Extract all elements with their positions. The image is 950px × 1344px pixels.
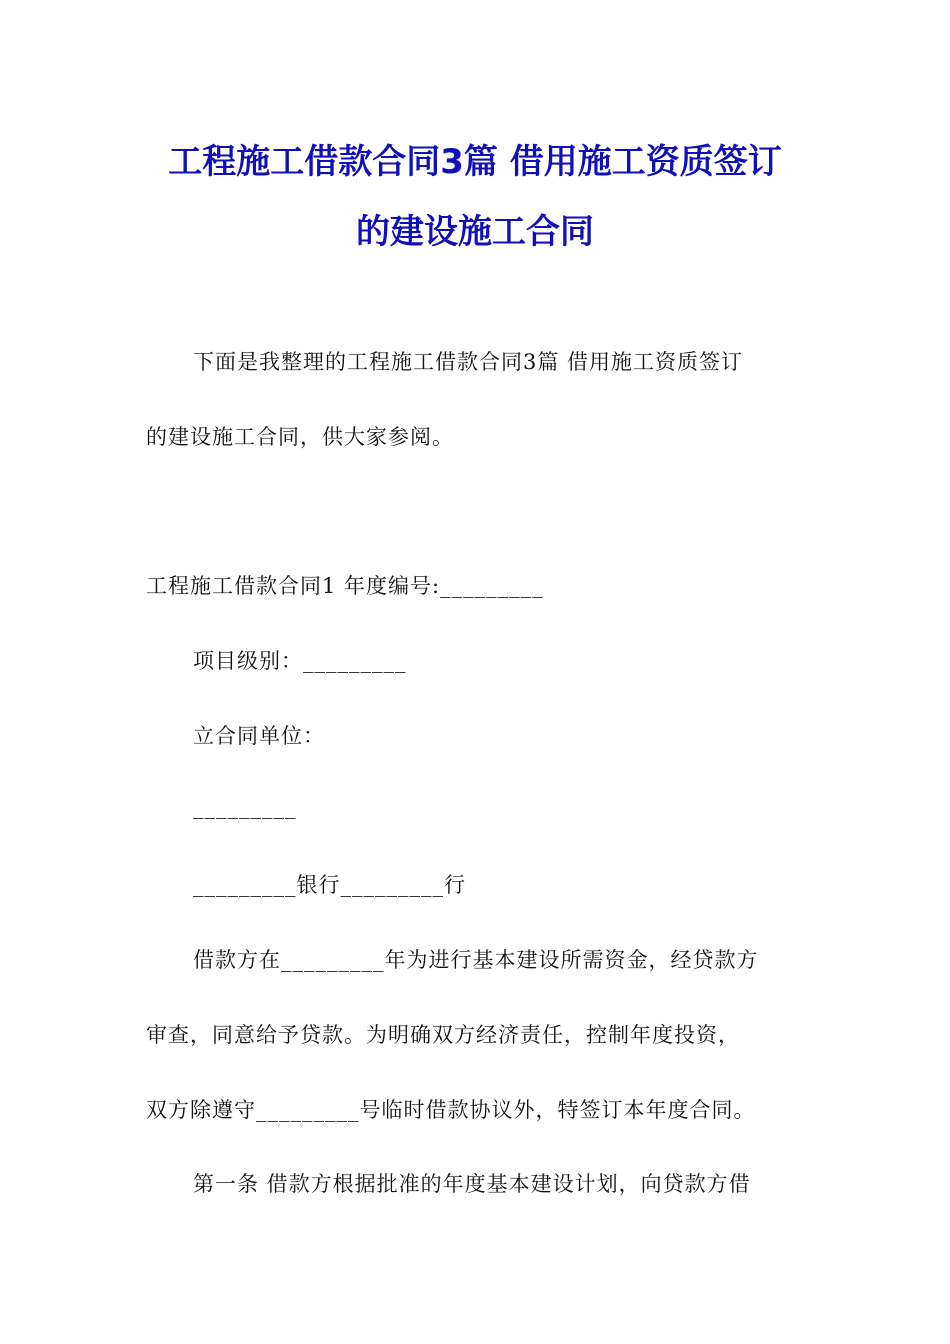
paragraph-1-line-3: 双方除遵守_________号临时借款协议外，特签订本年度合同。 (146, 1098, 756, 1122)
project-level-field: 项目级别：_________ (193, 649, 407, 673)
paragraph-1-line-2: 审查，同意给予贷款。为明确双方经济责任，控制年度投资， (146, 1023, 740, 1047)
intro-line-1: 下面是我整理的工程施工借款合同3篇 借用施工资质签订 (193, 350, 744, 374)
contract-header: 工程施工借款合同1 年度编号:_________ (146, 574, 544, 598)
document-title-line-2: 的建设施工合同 (356, 212, 594, 252)
article-1-line-1: 第一条 借款方根据批准的年度基本建设计划，向贷款方借 (193, 1172, 751, 1196)
bank-line: _________银行_________行 (193, 873, 466, 897)
document-title-line-1: 工程施工借款合同3篇 借用施工资质签订 (168, 142, 782, 182)
contracting-party-label: 立合同单位： (193, 724, 325, 748)
intro-line-2: 的建设施工合同，供大家参阅。 (146, 425, 454, 449)
contracting-party-blank: _________ (193, 795, 297, 819)
paragraph-1-line-1: 借款方在_________年为进行基本建设所需资金，经贷款方 (193, 948, 759, 972)
